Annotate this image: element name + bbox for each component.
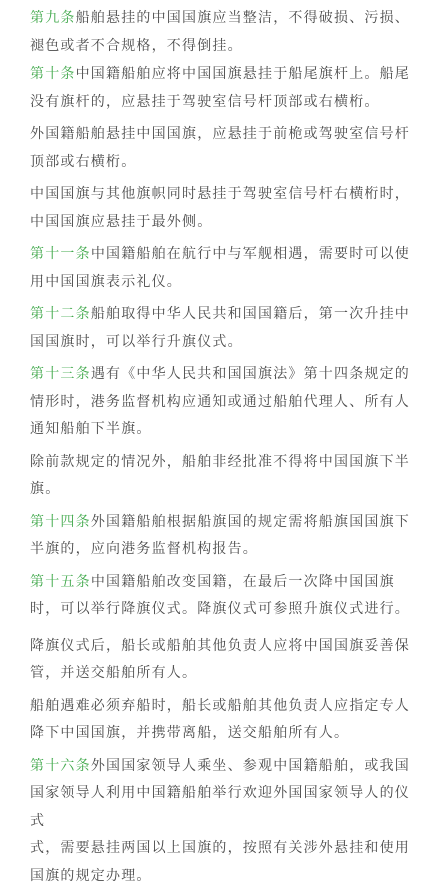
- article-13-clause-2: [30, 449, 410, 504]
- paragraph-text: 用中国国旗表示礼仪。: [30, 274, 182, 290]
- article-11-paragraph: [30, 241, 410, 296]
- paragraph-text: 中国籍船舶应将中国国旗悬挂于船尾旗杆上。船尾: [76, 66, 410, 82]
- article-15-clause-3: [30, 693, 410, 748]
- article-number: 第十六条: [30, 758, 91, 774]
- article-10-paragraph: [30, 61, 410, 116]
- paragraph-text: 降下中国国旗，并携带离船，送交船舶所有人。: [30, 725, 349, 741]
- article-13-paragraph: [30, 361, 410, 444]
- paragraph-text: 没有旗杆的，应悬挂于驾驶室信号杆顶部或右横桁。: [30, 94, 380, 110]
- article-number: 第十三条: [30, 366, 91, 382]
- paragraph-text: 管，并送交船舶所有人。: [30, 665, 197, 681]
- article-16-paragraph: [30, 753, 410, 890]
- paragraph-text: 褪色或者不合规格，不得倒挂。: [30, 38, 243, 54]
- regulation-document: [30, 5, 410, 890]
- paragraph-text: 中国国旗应悬挂于最外侧。: [30, 214, 212, 230]
- article-9-paragraph: [30, 5, 410, 60]
- article-number: 第九条: [30, 10, 76, 26]
- paragraph-text: 情形时，港务监督机构应通知或通过船舶代理人、所有人: [30, 394, 410, 410]
- paragraph-text: 国家领导人利用中国籍船舶举行欢迎外国国家领导人的仪式: [30, 785, 410, 829]
- article-number: 第十五条: [30, 574, 91, 590]
- article-number: 第十条: [30, 66, 76, 82]
- paragraph-text: 通知船舶下半旗。: [30, 421, 152, 437]
- article-number: 第十四条: [30, 514, 91, 530]
- paragraph-text: 外国籍船舶根据船旗国的规定需将船旗国国旗下: [91, 514, 410, 530]
- paragraph-text: 旗。: [30, 481, 60, 497]
- paragraph-text: 遇有《中华人民共和国国旗法》第十四条规定的: [91, 366, 410, 382]
- paragraph-text: 中国籍船舶在航行中与军舰相遇，需要时可以使: [91, 246, 410, 262]
- paragraph-text: 顶部或右横桁。: [30, 154, 136, 170]
- paragraph-text: 中国籍船舶改变国籍，在最后一次降中国国旗: [91, 574, 395, 590]
- paragraph-text: 外国国家领导人乘坐、参观中国籍船舶，或我国: [91, 758, 410, 774]
- article-10-clause-2: [30, 121, 410, 176]
- paragraph-text: 外国籍船舶悬挂中国国旗，应悬挂于前桅或驾驶室信号杆: [30, 126, 410, 142]
- paragraph-text: 国旗的规定办理。: [30, 868, 152, 884]
- article-15-paragraph: [30, 569, 410, 624]
- article-10-clause-3: [30, 181, 410, 236]
- paragraph-text: 船舶取得中华人民共和国国籍后，第一次升挂中: [91, 306, 410, 322]
- paragraph-text: 船舶遇难必须弃船时，船长或船舶其他负责人应指定专人: [30, 698, 410, 714]
- article-12-paragraph: [30, 301, 410, 356]
- paragraph-text: 除前款规定的情况外，船舶非经批准不得将中国国旗下半: [30, 454, 410, 470]
- paragraph-text: 时，可以举行降旗仪式。降旗仪式可参照升旗仪式进行。: [30, 601, 410, 617]
- article-number: 第十一条: [30, 246, 91, 262]
- paragraph-text: 式，需要悬挂两国以上国旗的，按照有关涉外悬挂和使用: [30, 840, 410, 856]
- article-15-clause-2: [30, 633, 410, 688]
- article-number: 第十二条: [30, 306, 91, 322]
- paragraph-text: 半旗的，应向港务监督机构报告。: [30, 541, 258, 557]
- paragraph-text: 船舶悬挂的中国国旗应当整洁，不得破损、污损、: [76, 10, 410, 26]
- paragraph-text: 中国国旗与其他旗帜同时悬挂于驾驶室信号杆右横桁时，: [30, 186, 410, 202]
- paragraph-text: 国国旗时，可以举行升旗仪式。: [30, 334, 243, 350]
- article-14-paragraph: [30, 509, 410, 564]
- paragraph-text: 降旗仪式后，船长或船舶其他负责人应将中国国旗妥善保: [30, 638, 410, 654]
